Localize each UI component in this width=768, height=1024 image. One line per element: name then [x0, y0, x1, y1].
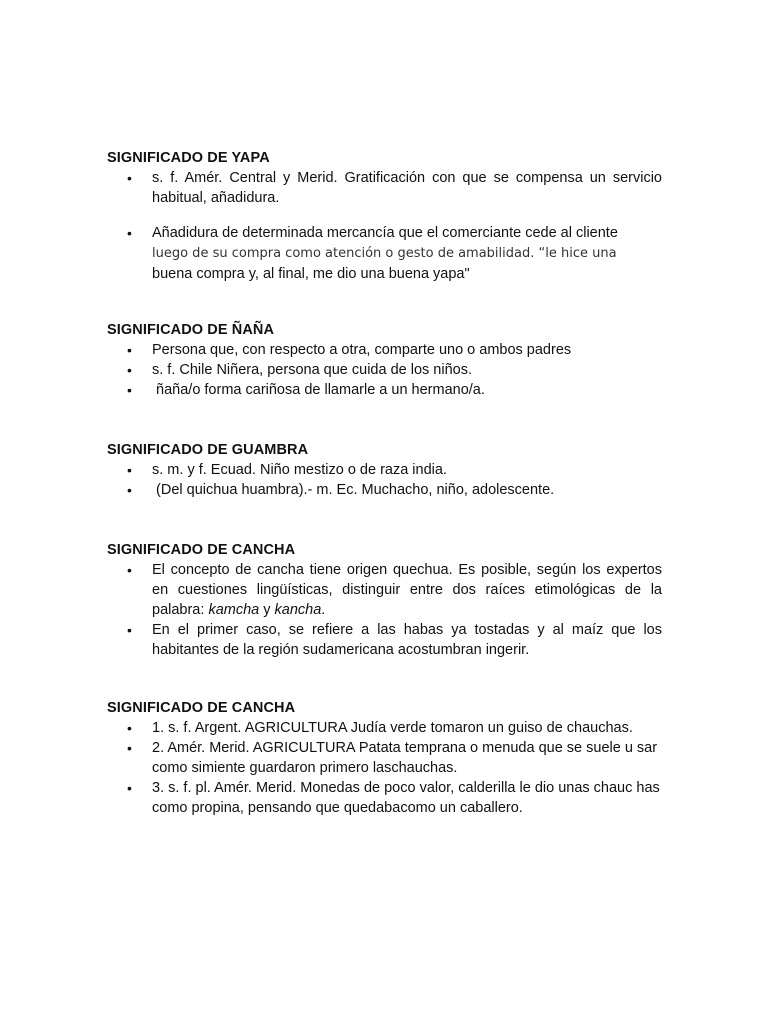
list-item-line: buena compra y, al final, me dio una buena yapa": [152, 266, 470, 282]
list-item: • 2. Amér. Merid. AGRICULTURA Patata temprana o menuda que se suele u sar como simiente guardaron primero laschauchas.: [107, 738, 662, 778]
list-item: • s. m. y f. Ecuad. Niño mestizo o de raza india.: [107, 460, 662, 480]
italic-term: kamcha: [208, 602, 260, 618]
section-heading: SIGNIFICADO DE YAPA: [107, 150, 270, 166]
section-yapa: [107, 148, 662, 284]
conjunction-text: y: [259, 602, 275, 618]
section-cancha: [107, 540, 662, 660]
list-item-text: El concepto de cancha tiene origen quechua. Es posible, según los expertos en cuestiones lingüísticas, distinguir entre dos raíces etimológicas de la palabra:: [152, 562, 662, 618]
definition-list: [107, 460, 662, 500]
section-heading: SIGNIFICADO DE ÑAÑA: [107, 322, 275, 338]
definition-list: [107, 560, 662, 660]
section-guambra: [107, 440, 662, 500]
list-item: • ñaña/o forma cariñosa de llamarle a un hermano/a.: [107, 380, 662, 400]
definition-list: [107, 718, 662, 818]
list-item: [107, 560, 662, 620]
section-heading: SIGNIFICADO DE CANCHA: [107, 700, 296, 716]
italic-term: kancha: [274, 602, 322, 618]
section-heading: SIGNIFICADO DE CANCHA: [107, 542, 296, 558]
section-heading: SIGNIFICADO DE GUAMBRA: [107, 442, 309, 458]
end-punctuation: .: [321, 602, 326, 618]
list-item: • (Del quichua huambra).- m. Ec. Muchacho, niño, adolescente.: [107, 480, 662, 500]
list-item: • s. f. Chile Niñera, persona que cuida de los niños.: [107, 360, 662, 380]
list-item: • Persona que, con respecto a otra, comparte uno o ambos padres: [107, 340, 662, 360]
list-item: • En el primer caso, se refiere a las habas ya tostadas y al maíz que los habitantes de la región sudamericana acostumbran ingerir.: [107, 620, 662, 660]
section-cancha-2: [107, 698, 662, 818]
definition-list: [107, 168, 662, 284]
list-item-line: Añadidura de determinada mercancía que el comerciante cede al cliente: [152, 225, 618, 241]
list-item-line: luego de su compra como atención o gesto de amabilidad. “le hice una: [152, 246, 617, 261]
list-item: • 1. s. f. Argent. AGRICULTURA Judía verde tomaron un guiso de chauchas.: [107, 718, 662, 738]
section-nana: [107, 320, 662, 400]
definition-list: [107, 340, 662, 400]
list-item: [107, 223, 662, 284]
list-item: • s. f. Amér. Central y Merid. Gratificación con que se compensa un servicio habitual, añadidura.: [107, 168, 662, 208]
list-item: • 3. s. f. pl. Amér. Merid. Monedas de poco valor, calderilla le dio unas chauc has como propina, pensando que quedabacomo un caballero.: [107, 778, 662, 818]
